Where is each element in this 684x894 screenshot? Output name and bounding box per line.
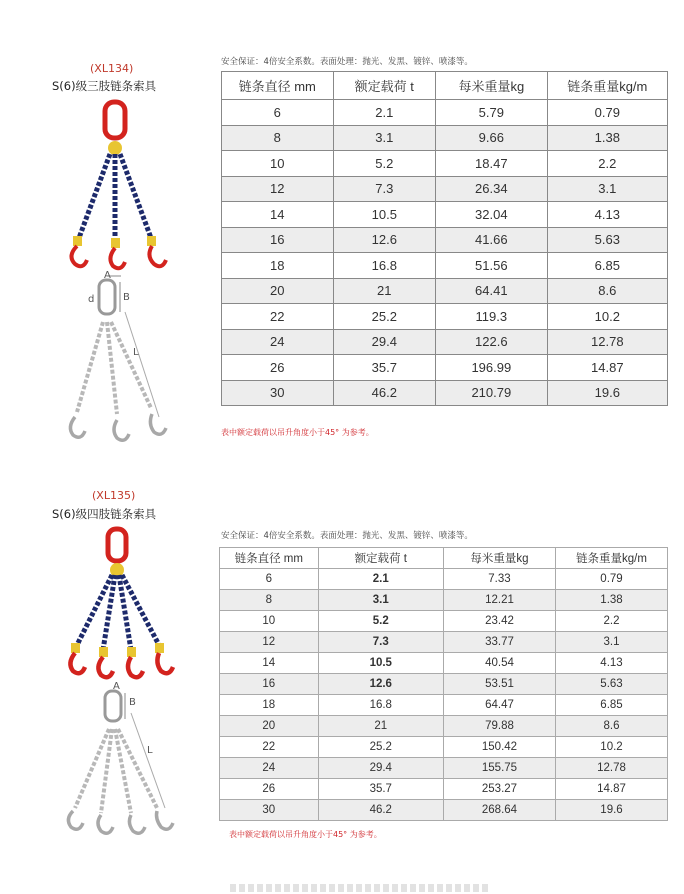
- cell-weight-per-meter: 155.75: [443, 758, 555, 779]
- cell-rated-load: 16.8: [318, 695, 443, 716]
- cell-diameter: 8: [222, 125, 334, 151]
- cell-chain-weight: 14.87: [555, 779, 667, 800]
- cell-chain-weight: 1.38: [547, 125, 667, 151]
- cell-rated-load: 29.4: [318, 758, 443, 779]
- cell-diameter: 20: [222, 278, 334, 304]
- cell-rated-load: 12.6: [333, 227, 436, 253]
- cell-weight-per-meter: 119.3: [436, 304, 548, 330]
- col-header-weight-per-meter: 每米重量kg: [436, 72, 548, 100]
- cell-chain-weight: 5.63: [555, 674, 667, 695]
- cell-weight-per-meter: 51.56: [436, 253, 548, 279]
- dimension-label-l: L: [133, 347, 139, 358]
- table-header-row: [220, 548, 668, 569]
- table-row: [220, 800, 668, 821]
- cell-diameter: 14: [220, 653, 319, 674]
- cell-chain-weight: 2.2: [555, 611, 667, 632]
- cell-chain-weight: 8.6: [547, 278, 667, 304]
- cell-rated-load: 21: [318, 716, 443, 737]
- cell-diameter: 10: [222, 151, 334, 177]
- table-row: [220, 716, 668, 737]
- dimension-label-a: A: [113, 681, 120, 692]
- cell-rated-load: 25.2: [333, 304, 436, 330]
- cell-weight-per-meter: 12.21: [443, 590, 555, 611]
- four-leg-dimension-drawing: [55, 683, 180, 838]
- table-row: [220, 632, 668, 653]
- cell-chain-weight: 4.13: [547, 202, 667, 228]
- cell-diameter: 20: [220, 716, 319, 737]
- cell-diameter: 14: [222, 202, 334, 228]
- cell-diameter: 22: [222, 304, 334, 330]
- cell-chain-weight: 0.79: [555, 569, 667, 590]
- dimension-label-b: B: [123, 292, 130, 303]
- cell-diameter: 22: [220, 737, 319, 758]
- cell-rated-load: 29.4: [333, 329, 436, 355]
- cell-chain-weight: 5.63: [547, 227, 667, 253]
- cell-diameter: 26: [220, 779, 319, 800]
- dimension-label-a: A: [104, 270, 111, 281]
- cell-chain-weight: 19.6: [547, 380, 667, 406]
- cell-chain-weight: 19.6: [555, 800, 667, 821]
- cell-diameter: 6: [222, 100, 334, 126]
- cell-diameter: 26: [222, 355, 334, 381]
- cell-weight-per-meter: 7.33: [443, 569, 555, 590]
- cell-diameter: 16: [222, 227, 334, 253]
- cell-weight-per-meter: 26.34: [436, 176, 548, 202]
- product-code: (XL135): [92, 489, 136, 502]
- footnote: 表中额定载荷以吊升角度小于45° 为参考。: [229, 830, 382, 839]
- cell-rated-load: 25.2: [318, 737, 443, 758]
- cell-chain-weight: 12.78: [555, 758, 667, 779]
- cell-weight-per-meter: 268.64: [443, 800, 555, 821]
- product-name: S(6)级四肢链条索具: [52, 507, 157, 521]
- cell-rated-load: 3.1: [318, 590, 443, 611]
- cell-chain-weight: 1.38: [555, 590, 667, 611]
- cell-weight-per-meter: 32.04: [436, 202, 548, 228]
- footnote: 表中额定载荷以吊升角度小于45° 为参考。: [221, 428, 374, 437]
- faint-footer-text: [230, 884, 490, 892]
- col-header-diameter: 链条直径 mm: [222, 72, 334, 100]
- cell-chain-weight: 12.78: [547, 329, 667, 355]
- cell-weight-per-meter: 253.27: [443, 779, 555, 800]
- cell-weight-per-meter: 5.79: [436, 100, 548, 126]
- cell-diameter: 18: [220, 695, 319, 716]
- cell-chain-weight: 6.85: [555, 695, 667, 716]
- safety-note: 安全保证：4倍安全系数。表面处理：抛光、发黑、镀锌、喷漆等。: [221, 531, 473, 541]
- product-name: S(6)级三肢链条索具: [52, 79, 157, 93]
- table-row: [220, 674, 668, 695]
- cell-rated-load: 46.2: [318, 800, 443, 821]
- col-header-rated-load: 额定载荷 t: [318, 548, 443, 569]
- col-header-diameter: 链条直径 mm: [220, 548, 319, 569]
- cell-weight-per-meter: 196.99: [436, 355, 548, 381]
- cell-rated-load: 46.2: [333, 380, 436, 406]
- cell-rated-load: 7.3: [318, 632, 443, 653]
- cell-chain-weight: 8.6: [555, 716, 667, 737]
- cell-rated-load: 35.7: [333, 355, 436, 381]
- cell-diameter: 12: [222, 176, 334, 202]
- cell-chain-weight: 10.2: [555, 737, 667, 758]
- cell-chain-weight: 3.1: [547, 176, 667, 202]
- cell-chain-weight: 6.85: [547, 253, 667, 279]
- four-leg-chain-sling-photo: [55, 525, 180, 685]
- cell-diameter: 24: [220, 758, 319, 779]
- cell-diameter: 16: [220, 674, 319, 695]
- cell-weight-per-meter: 23.42: [443, 611, 555, 632]
- cell-weight-per-meter: 9.66: [436, 125, 548, 151]
- cell-rated-load: 5.2: [318, 611, 443, 632]
- table-row: [220, 758, 668, 779]
- table-row: [220, 779, 668, 800]
- cell-weight-per-meter: 64.41: [436, 278, 548, 304]
- cell-weight-per-meter: 210.79: [436, 380, 548, 406]
- cell-rated-load: 10.5: [333, 202, 436, 228]
- table-row: [220, 695, 668, 716]
- cell-chain-weight: 14.87: [547, 355, 667, 381]
- cell-diameter: 24: [222, 329, 334, 355]
- cell-diameter: 30: [222, 380, 334, 406]
- cell-diameter: 12: [220, 632, 319, 653]
- cell-rated-load: 35.7: [318, 779, 443, 800]
- cell-rated-load: 3.1: [333, 125, 436, 151]
- cell-rated-load: 10.5: [318, 653, 443, 674]
- cell-diameter: 10: [220, 611, 319, 632]
- cell-rated-load: 2.1: [318, 569, 443, 590]
- cell-diameter: 8: [220, 590, 319, 611]
- safety-note: 安全保证：4倍安全系数。表面处理：抛光、发黑、镀锌、喷漆等。: [221, 57, 473, 67]
- cell-chain-weight: 3.1: [555, 632, 667, 653]
- cell-rated-load: 12.6: [318, 674, 443, 695]
- dimension-label-b: B: [129, 697, 136, 708]
- cell-diameter: 30: [220, 800, 319, 821]
- cell-weight-per-meter: 64.47: [443, 695, 555, 716]
- col-header-chain-weight: 链条重量kg/m: [547, 72, 667, 100]
- cell-weight-per-meter: 41.66: [436, 227, 548, 253]
- cell-weight-per-meter: 33.77: [443, 632, 555, 653]
- table-row: [220, 653, 668, 674]
- cell-rated-load: 16.8: [333, 253, 436, 279]
- cell-chain-weight: 2.2: [547, 151, 667, 177]
- cell-weight-per-meter: 18.47: [436, 151, 548, 177]
- table-row: [220, 590, 668, 611]
- cell-weight-per-meter: 122.6: [436, 329, 548, 355]
- cell-weight-per-meter: 40.54: [443, 653, 555, 674]
- cell-rated-load: 7.3: [333, 176, 436, 202]
- dimension-label-l: L: [147, 745, 153, 756]
- table-row: [220, 611, 668, 632]
- table-row: [220, 737, 668, 758]
- spec-table-xl135: [219, 547, 668, 821]
- table-row: [220, 569, 668, 590]
- cell-chain-weight: 0.79: [547, 100, 667, 126]
- cell-weight-per-meter: 53.51: [443, 674, 555, 695]
- cell-rated-load: 5.2: [333, 151, 436, 177]
- cell-diameter: 18: [222, 253, 334, 279]
- cell-weight-per-meter: 150.42: [443, 737, 555, 758]
- cell-rated-load: 21: [333, 278, 436, 304]
- col-header-rated-load: 额定载荷 t: [333, 72, 436, 100]
- dimension-label-d: d: [88, 294, 95, 305]
- col-header-weight-per-meter: 每米重量kg: [443, 548, 555, 569]
- cell-chain-weight: 4.13: [555, 653, 667, 674]
- col-header-chain-weight: 链条重量kg/m: [555, 548, 667, 569]
- cell-diameter: 6: [220, 569, 319, 590]
- cell-chain-weight: 10.2: [547, 304, 667, 330]
- cell-weight-per-meter: 79.88: [443, 716, 555, 737]
- cell-rated-load: 2.1: [333, 100, 436, 126]
- product-code: (XL134): [90, 62, 134, 75]
